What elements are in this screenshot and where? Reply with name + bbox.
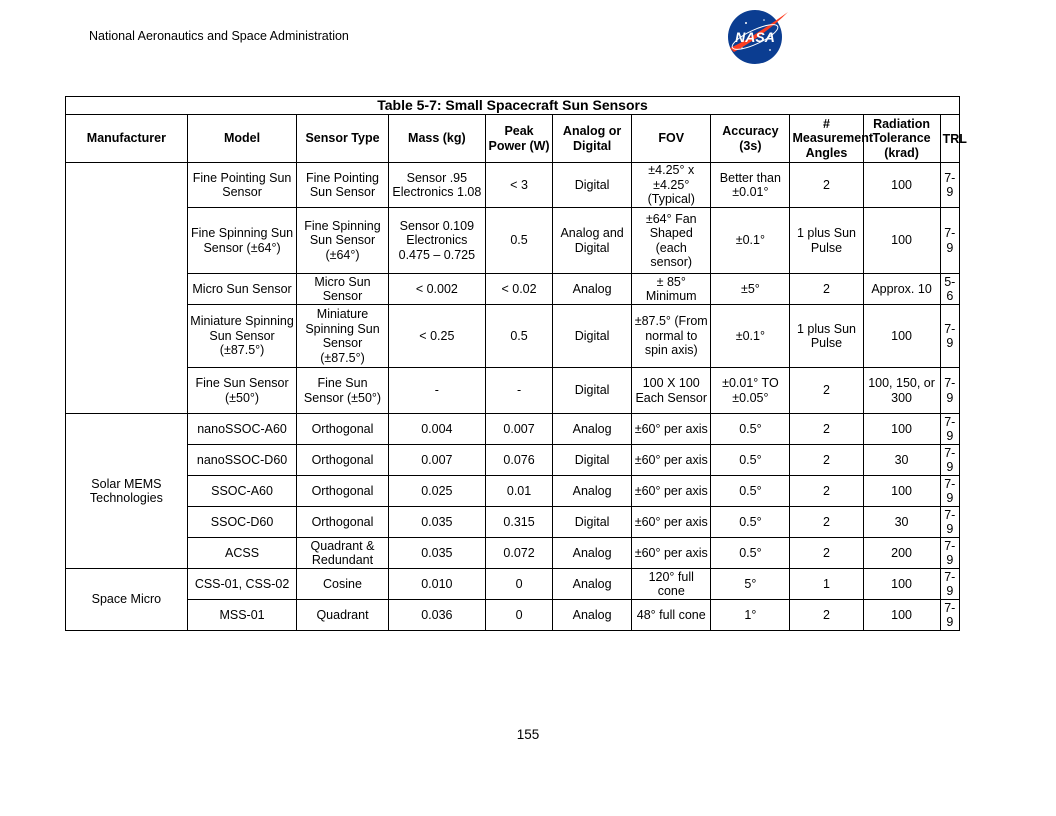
sensor-type-cell: Orthogonal [297,476,388,507]
mass-cell: 0.035 [388,507,485,538]
model-cell: ACSS [187,538,297,569]
radiation-cell: 100 [863,600,940,631]
mass-cell: Sensor 0.109 Electronics 0.475 – 0.725 [388,208,485,274]
col-header-radiation: Radiation Tolerance (krad) [863,115,940,163]
sun-sensors-table [65,96,967,631]
model-cell: MSS-01 [187,600,297,631]
fov-cell: ±64° Fan Shaped (each sensor) [632,208,711,274]
radiation-cell: 100 [863,476,940,507]
table-row [66,414,960,445]
trl-cell: 7-9 [940,538,959,569]
table-row [66,163,960,208]
accuracy-cell: ±0.1° [711,305,790,368]
table-row [66,569,960,600]
col-header-manufacturer: Manufacturer [66,115,188,163]
accuracy-cell: 0.5° [711,445,790,476]
model-cell: SSOC-A60 [187,476,297,507]
analog-digital-cell: Analog [553,538,632,569]
trl-cell: 7-9 [940,414,959,445]
model-cell: Fine Spinning Sun Sensor (±64°) [187,208,297,274]
model-cell: SSOC-D60 [187,507,297,538]
table-row [66,208,960,274]
power-cell: < 3 [486,163,553,208]
angles-cell: 2 [790,368,863,414]
power-cell: 0 [486,569,553,600]
analog-digital-cell: Analog [553,414,632,445]
fov-cell: ± 85° Minimum [632,274,711,305]
table-row [66,274,960,305]
mass-cell: 0.010 [388,569,485,600]
col-header-model: Model [187,115,297,163]
sensor-type-cell: Quadrant [297,600,388,631]
model-cell: Miniature Spinning Sun Sensor (±87.5°) [187,305,297,368]
power-cell: 0.5 [486,208,553,274]
fov-cell: 48° full cone [632,600,711,631]
angles-cell: 1 [790,569,863,600]
accuracy-cell: Better than ±0.01° [711,163,790,208]
analog-digital-cell: Analog and Digital [553,208,632,274]
power-cell: 0.5 [486,305,553,368]
sensor-type-cell: Orthogonal [297,445,388,476]
power-cell: 0.01 [486,476,553,507]
manufacturer-cell-space-micro: Space Micro [66,569,188,631]
sensor-type-cell: Orthogonal [297,414,388,445]
radiation-cell: 100 [863,569,940,600]
table-row [66,507,960,538]
angles-cell: 2 [790,507,863,538]
analog-digital-cell: Digital [553,368,632,414]
model-cell: CSS-01, CSS-02 [187,569,297,600]
accuracy-cell: 0.5° [711,507,790,538]
power-cell: 0 [486,600,553,631]
accuracy-cell: 0.5° [711,414,790,445]
power-cell: - [486,368,553,414]
trl-cell: 7-9 [940,600,959,631]
trl-cell: 7-9 [940,208,959,274]
trl-cell: 5-6 [940,274,959,305]
organization-name: National Aeronautics and Space Administration [89,29,349,43]
accuracy-cell: 1° [711,600,790,631]
power-cell: 0.072 [486,538,553,569]
mass-cell: 0.004 [388,414,485,445]
trl-cell: 7-9 [940,507,959,538]
angles-cell: 1 plus Sun Pulse [790,208,863,274]
fov-cell: ±60° per axis [632,445,711,476]
power-cell: < 0.02 [486,274,553,305]
nasa-logo [724,6,790,66]
radiation-cell: 100 [863,208,940,274]
col-header-mass: Mass (kg) [388,115,485,163]
radiation-cell: 100 [863,163,940,208]
mass-cell: 0.025 [388,476,485,507]
analog-digital-cell: Analog [553,569,632,600]
mass-cell: 0.007 [388,445,485,476]
angles-cell: 2 [790,538,863,569]
fov-cell: 100 X 100 Each Sensor [632,368,711,414]
fov-cell: ±60° per axis [632,476,711,507]
mass-cell: < 0.002 [388,274,485,305]
sensor-type-cell: Miniature Spinning Sun Sensor (±87.5°) [297,305,388,368]
trl-cell: 7-9 [940,476,959,507]
mass-cell: 0.035 [388,538,485,569]
analog-digital-cell: Analog [553,274,632,305]
col-header-trl: TRL [940,115,959,163]
angles-cell: 2 [790,600,863,631]
page-number: 155 [516,727,540,742]
table-row [66,368,960,414]
radiation-cell: 30 [863,445,940,476]
col-header-fov: FOV [632,115,711,163]
model-cell: Micro Sun Sensor [187,274,297,305]
table-row [66,305,960,368]
trl-cell: 7-9 [940,368,959,414]
angles-cell: 2 [790,476,863,507]
accuracy-cell: ±0.1° [711,208,790,274]
trl-cell: 7-9 [940,569,959,600]
accuracy-cell: 0.5° [711,476,790,507]
col-header-analog-digital: Analog or Digital [553,115,632,163]
radiation-cell: 100, 150, or 300 [863,368,940,414]
radiation-cell: 200 [863,538,940,569]
accuracy-cell: ±0.01° TO ±0.05° [711,368,790,414]
manufacturer-cell-unnamed [66,163,188,414]
fov-cell: ±87.5° (From normal to spin axis) [632,305,711,368]
power-cell: 0.315 [486,507,553,538]
table-row [66,445,960,476]
sensor-type-cell: Cosine [297,569,388,600]
analog-digital-cell: Analog [553,476,632,507]
accuracy-cell: 0.5° [711,538,790,569]
col-header-measurement-angles: # Measurement Angles [790,115,863,163]
table-row [66,476,960,507]
fov-cell: ±4.25° x ±4.25° (Typical) [632,163,711,208]
model-cell: nanoSSOC-D60 [187,445,297,476]
radiation-cell: Approx. 10 [863,274,940,305]
trl-cell: 7-9 [940,445,959,476]
sensor-type-cell: Micro Sun Sensor [297,274,388,305]
angles-cell: 2 [790,445,863,476]
sensor-type-cell: Quadrant & Redundant [297,538,388,569]
manufacturer-cell-solar-mems: Solar MEMS Technologies [66,414,188,569]
mass-cell: 0.036 [388,600,485,631]
table-row [66,538,960,569]
sensor-type-cell: Fine Pointing Sun Sensor [297,163,388,208]
sensor-type-cell: Fine Sun Sensor (±50°) [297,368,388,414]
angles-cell: 1 plus Sun Pulse [790,305,863,368]
accuracy-cell: ±5° [711,274,790,305]
analog-digital-cell: Digital [553,305,632,368]
analog-digital-cell: Analog [553,600,632,631]
col-header-accuracy: Accuracy (3s) [711,115,790,163]
analog-digital-cell: Digital [553,163,632,208]
mass-cell: < 0.25 [388,305,485,368]
col-header-peak-power: Peak Power (W) [486,115,553,163]
radiation-cell: 100 [863,305,940,368]
table-row [66,600,960,631]
fov-cell: ±60° per axis [632,507,711,538]
analog-digital-cell: Digital [553,507,632,538]
angles-cell: 2 [790,274,863,305]
analog-digital-cell: Digital [553,445,632,476]
fov-cell: ±60° per axis [632,538,711,569]
model-cell: Fine Pointing Sun Sensor [187,163,297,208]
radiation-cell: 30 [863,507,940,538]
fov-cell: 120° full cone [632,569,711,600]
model-cell: nanoSSOC-A60 [187,414,297,445]
angles-cell: 2 [790,414,863,445]
power-cell: 0.076 [486,445,553,476]
mass-cell: - [388,368,485,414]
trl-cell: 7-9 [940,305,959,368]
model-cell: Fine Sun Sensor (±50°) [187,368,297,414]
sensor-type-cell: Orthogonal [297,507,388,538]
accuracy-cell: 5° [711,569,790,600]
angles-cell: 2 [790,163,863,208]
trl-cell: 7-9 [940,163,959,208]
sensor-type-cell: Fine Spinning Sun Sensor (±64°) [297,208,388,274]
nasa-logo-text: NASA [735,29,775,45]
fov-cell: ±60° per axis [632,414,711,445]
col-header-sensor-type: Sensor Type [297,115,388,163]
power-cell: 0.007 [486,414,553,445]
table-caption: Table 5-7: Small Spacecraft Sun Sensors [66,97,960,115]
radiation-cell: 100 [863,414,940,445]
mass-cell: Sensor .95 Electronics 1.08 [388,163,485,208]
